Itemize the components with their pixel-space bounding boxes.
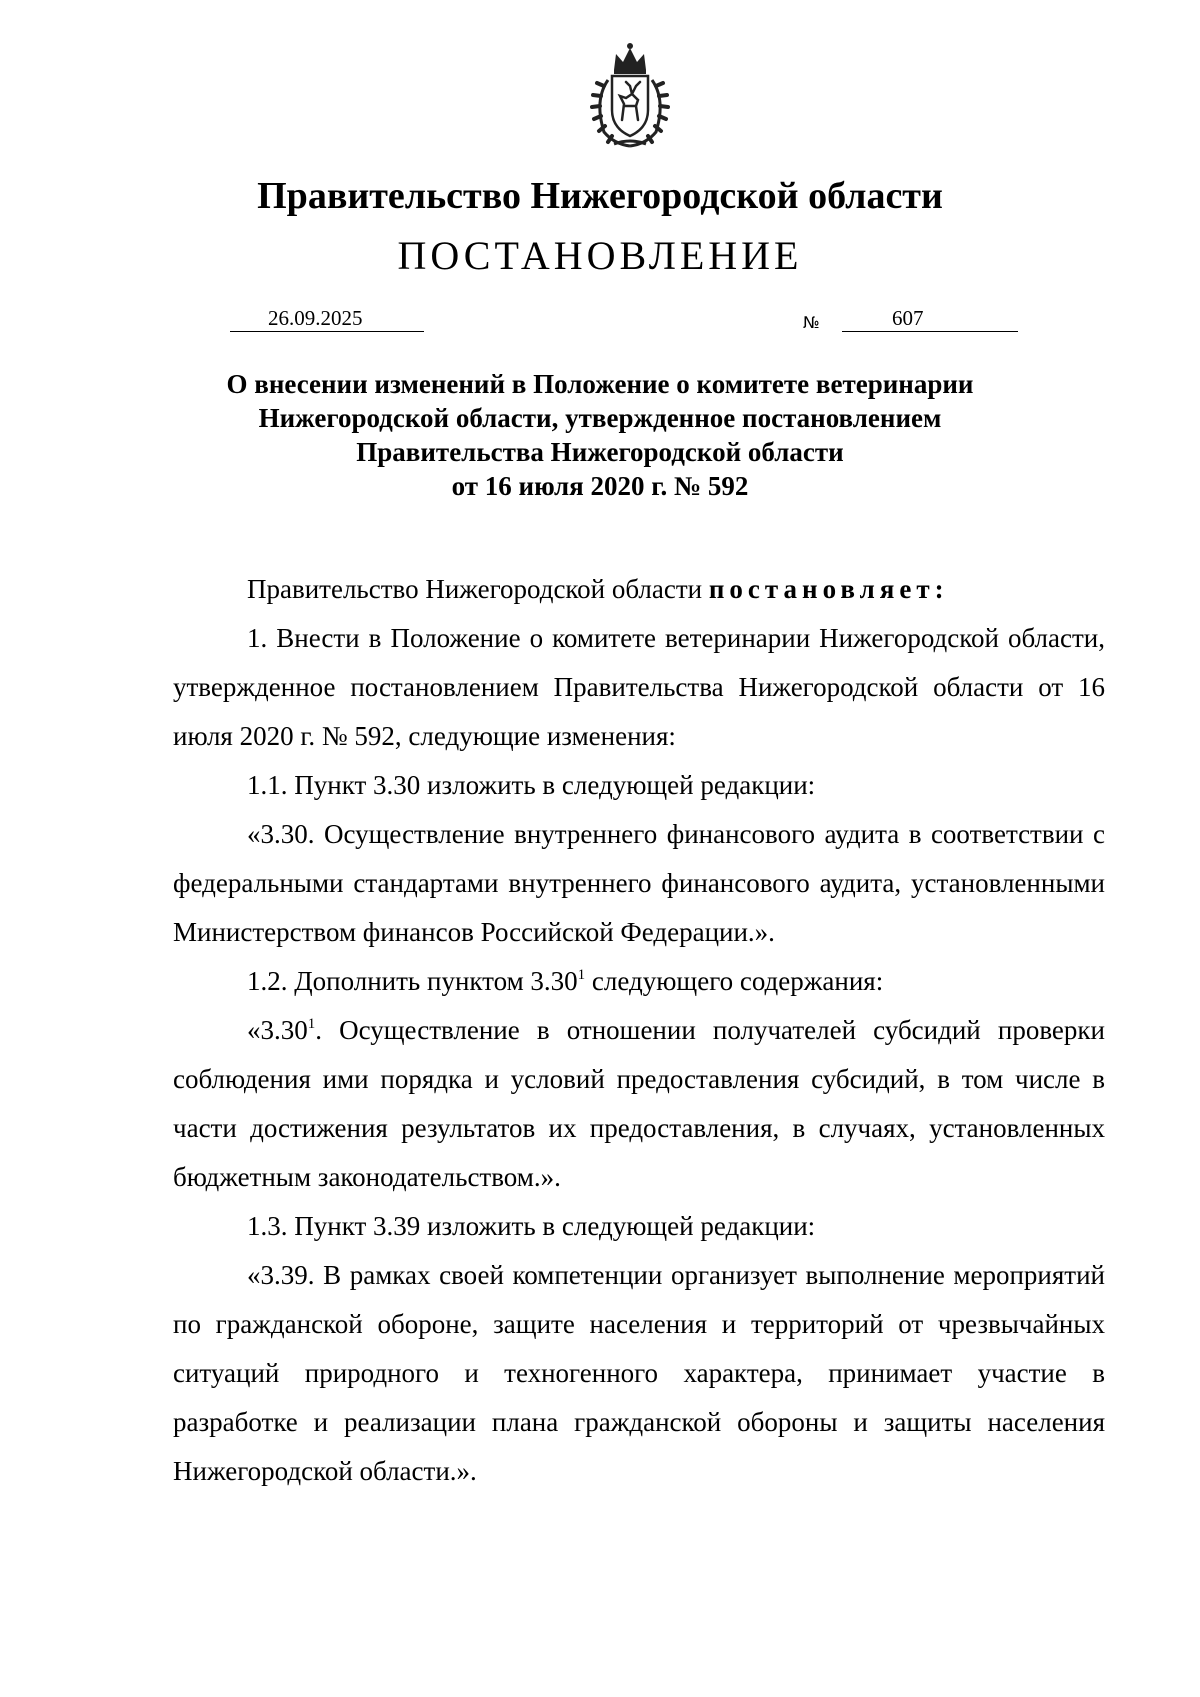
document-date: 26.09.2025 bbox=[268, 306, 363, 330]
document-body bbox=[173, 565, 1105, 1496]
paragraph-1-1-text: «3.30. Осуществление внутреннего финансового аудита в соответствии с федеральными стандартами внутреннего финансового аудита, установленными Министерством финансов Российской Федерации.». bbox=[173, 819, 1105, 947]
paragraph-1-2-text-start: «3.30 bbox=[247, 1015, 308, 1045]
number-field bbox=[842, 305, 1018, 332]
paragraph-1-2-text bbox=[173, 1006, 1105, 1202]
document-number: 607 bbox=[892, 306, 924, 330]
subject-line-1: О внесении изменений в Положение о комитете ветеринарии bbox=[226, 369, 974, 399]
superscript-1: 1 bbox=[577, 967, 586, 983]
date-field bbox=[230, 305, 424, 332]
paragraph-1-2-start: 1.2. Дополнить пунктом 3.30 bbox=[247, 966, 578, 996]
superscript-2: 1 bbox=[307, 1016, 316, 1032]
paragraph-1: 1. Внести в Положение о комитете ветеринарии Нижегородской области, утвержденное постановлением Правительства Нижегородской области от 16 июля 2020 г. № 592, следующие изменения: bbox=[173, 623, 1105, 751]
paragraph-1-1: 1.1. Пункт 3.30 изложить в следующей редакции: bbox=[247, 770, 816, 800]
coat-of-arms-emblem bbox=[574, 40, 686, 152]
document-subject bbox=[150, 367, 1050, 503]
preamble-text: Правительство Нижегородской области bbox=[247, 574, 703, 604]
preamble-paragraph bbox=[173, 565, 1105, 614]
document-type: ПОСТАНОВЛЕНИЕ bbox=[397, 233, 803, 278]
paragraph-1-2-text-end: . Осуществление в отношении получателей субсидий проверки соблюдения ими порядка и условий предоставления субсидий, в том числе в части достижения результатов их предоставления, в случаях, установленных бюджетным законодательством.». bbox=[173, 1015, 1105, 1192]
subject-line-3: Правительства Нижегородской области bbox=[356, 437, 844, 467]
decree-word: постановляет: bbox=[708, 574, 949, 604]
subject-line-4: от 16 июля 2020 г. № 592 bbox=[451, 471, 749, 501]
number-sign: № bbox=[803, 313, 820, 332]
paragraph-1-3: 1.3. Пункт 3.39 изложить в следующей редакции: bbox=[247, 1211, 816, 1241]
government-title: Правительство Нижегородской области bbox=[257, 175, 943, 217]
paragraph-1-2 bbox=[173, 957, 1105, 1006]
paragraph-1-2-end: следующего содержания: bbox=[585, 966, 884, 996]
subject-line-2: Нижегородской области, утвержденное постановлением bbox=[258, 403, 942, 433]
paragraph-1-3-text: «3.39. В рамках своей компетенции организует выполнение мероприятий по гражданской обороне, защите населения и территорий от чрезвычайных ситуаций природного и техногенного характера, принимает участие в разработке и реализации плана гражданской обороны и защиты населения Нижегородской области.». bbox=[173, 1260, 1105, 1486]
